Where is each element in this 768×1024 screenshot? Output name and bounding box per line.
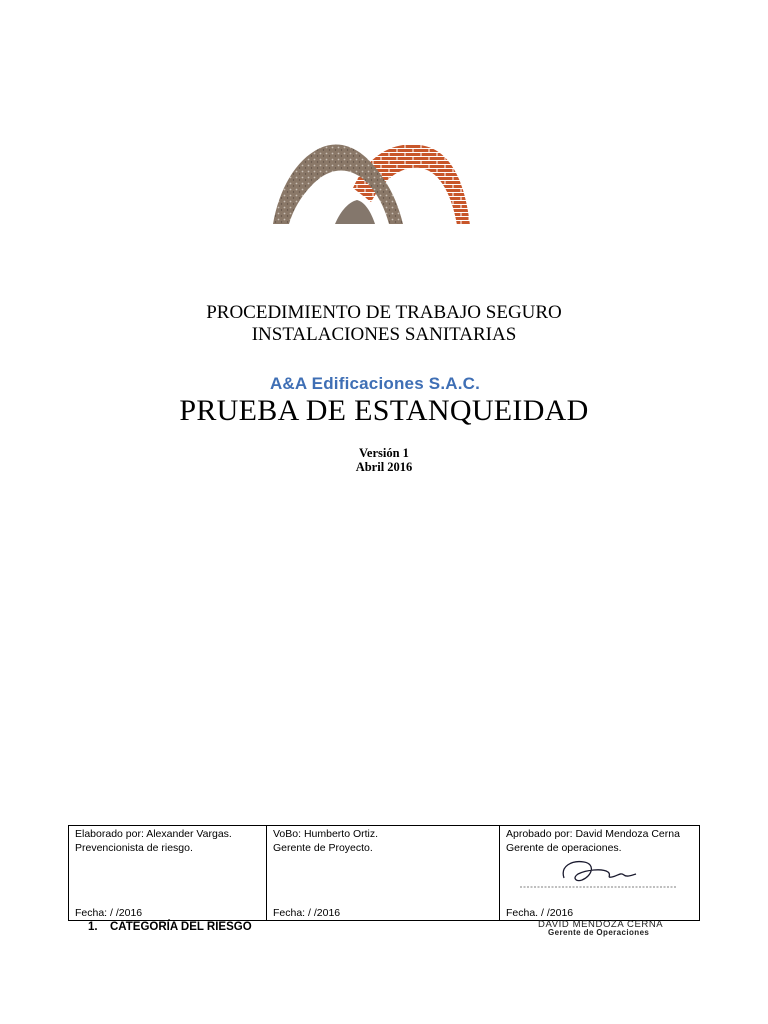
document-date: Abril 2016 [355,460,413,474]
approved-by: Aprobado por: David Mendoza Cerna [506,828,680,840]
prepared-date: Fecha: / /2016 [75,907,143,919]
procedure-category: INSTALACIONES SANITARIAS [251,324,517,345]
procedure-subtitle: PROCEDIMIENTO DE TRABAJO SEGURO [206,302,562,323]
approved-role: Gerente de operaciones. [506,842,622,854]
prepared-role: Prevencionista de riesgo. [75,842,193,854]
reviewed-by: VoBo: Humberto Ortiz. [273,828,379,840]
reviewed-role: Gerente de Proyecto. [273,842,373,854]
handwritten-signature-icon [512,856,682,896]
document-version: Versión 1 [359,446,409,460]
signed-role: Gerente de Operaciones [548,928,650,937]
signed-name: DAVID MENDOZA CERNA [538,919,664,930]
brick-mountains-logo-icon [265,140,485,240]
approval-cell-approved [500,826,700,937]
reviewed-date: Fecha: / /2016 [273,907,341,919]
prepared-by: Elaborado por: Alexander Vargas. [75,828,232,840]
document-title: PRUEBA DE ESTANQUEIDAD [179,394,589,427]
section-title: CATEGORÍA DEL RIESGO [110,921,252,933]
section-number: 1. [88,921,98,933]
section-heading [88,921,252,933]
approval-cell-prepared [69,826,267,921]
approved-date: Fecha. / /2016 [506,907,574,919]
approval-cell-reviewed [267,826,500,921]
company-name: A&A Edificaciones S.A.C. [269,374,481,393]
